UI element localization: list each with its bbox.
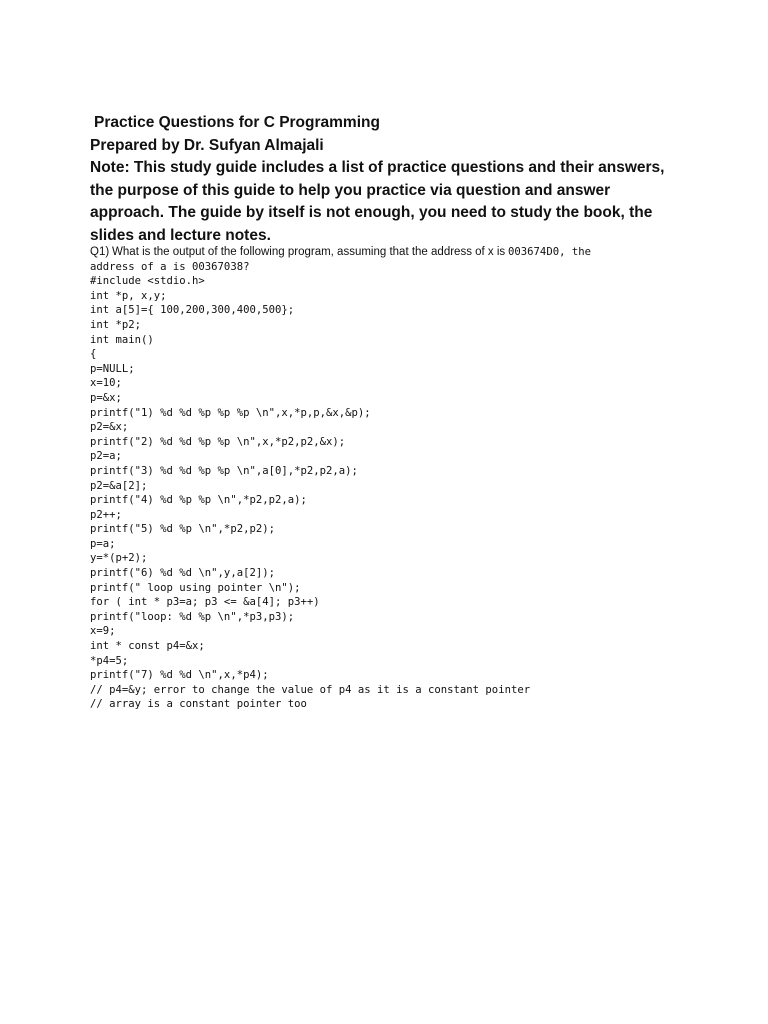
code-line: printf("7) %d %d \n",x,*p4); [90, 669, 269, 682]
document-author: Prepared by Dr. Sufyan Almajali [90, 136, 324, 154]
code-line: p=&x; [90, 391, 122, 404]
code-line: p2=a; [90, 450, 122, 463]
code-line: p2=&x; [90, 421, 129, 434]
code-line: printf("1) %d %d %p %p %p \n",x,*p,p,&x,&p); [90, 406, 371, 419]
code-line: { [90, 348, 97, 361]
code-line: printf("3) %d %d %p %p \n",a[0],*p2,p2,a); [90, 464, 358, 477]
question-text: What is the output of the following program, assuming that the address of x is [112, 246, 506, 258]
code-line: // p4=&y; error to change the value of p4 as it is a constant pointer [90, 683, 531, 696]
code-line: #include <stdio.h> [90, 275, 205, 288]
code-line: int *p, x,y; [90, 289, 167, 302]
code-line: int * const p4=&x; [90, 640, 205, 653]
code-line: p2++; [90, 508, 122, 521]
code-line: p=NULL; [90, 362, 135, 375]
code-line: printf("6) %d %d \n",y,a[2]); [90, 567, 275, 580]
question-prompt [90, 245, 690, 260]
code-line: printf("2) %d %d %p %p \n",x,*p2,p2,&x); [90, 435, 346, 448]
code-line: x=10; [90, 377, 122, 390]
code-line: p=a; [90, 537, 116, 550]
code-line: printf("4) %d %p %p \n",*p2,p2,a); [90, 494, 307, 507]
note-line: Note: This study guide includes a list of practice questions and their answers, [90, 159, 665, 176]
code-block [90, 274, 690, 712]
code-line: printf(" loop using pointer \n"); [90, 581, 301, 594]
code-line: p2=&a[2]; [90, 479, 148, 492]
question-line-2: address of a is 00367038? [90, 260, 250, 273]
code-line: int main() [90, 333, 154, 346]
code-line: printf("loop: %d %p \n",*p3,p3); [90, 610, 295, 623]
code-line: int *p2; [90, 318, 142, 331]
note-line: approach. The guide by itself is not enough, you need to study the book, the [90, 204, 653, 221]
note-line: slides and lecture notes. [90, 226, 271, 244]
document-title: Practice Questions for C Programming [94, 114, 380, 131]
x-address: 003674D0, the [508, 246, 591, 258]
code-line: *p4=5; [90, 654, 129, 667]
code-line: y=*(p+2); [90, 552, 148, 565]
code-line: int a[5]={ 100,200,300,400,500}; [90, 304, 295, 317]
code-line: x=9; [90, 625, 116, 638]
question-1 [90, 245, 690, 712]
note-line: the purpose of this guide to help you practice via question and answer [90, 181, 611, 199]
question-number: Q1) [90, 246, 110, 258]
code-line: for ( int * p3=a; p3 <= &a[4]; p3++) [90, 596, 320, 609]
code-line: // array is a constant pointer too [90, 698, 307, 711]
code-line: printf("5) %d %p \n",*p2,p2); [90, 523, 275, 536]
document-heading [90, 112, 690, 247]
